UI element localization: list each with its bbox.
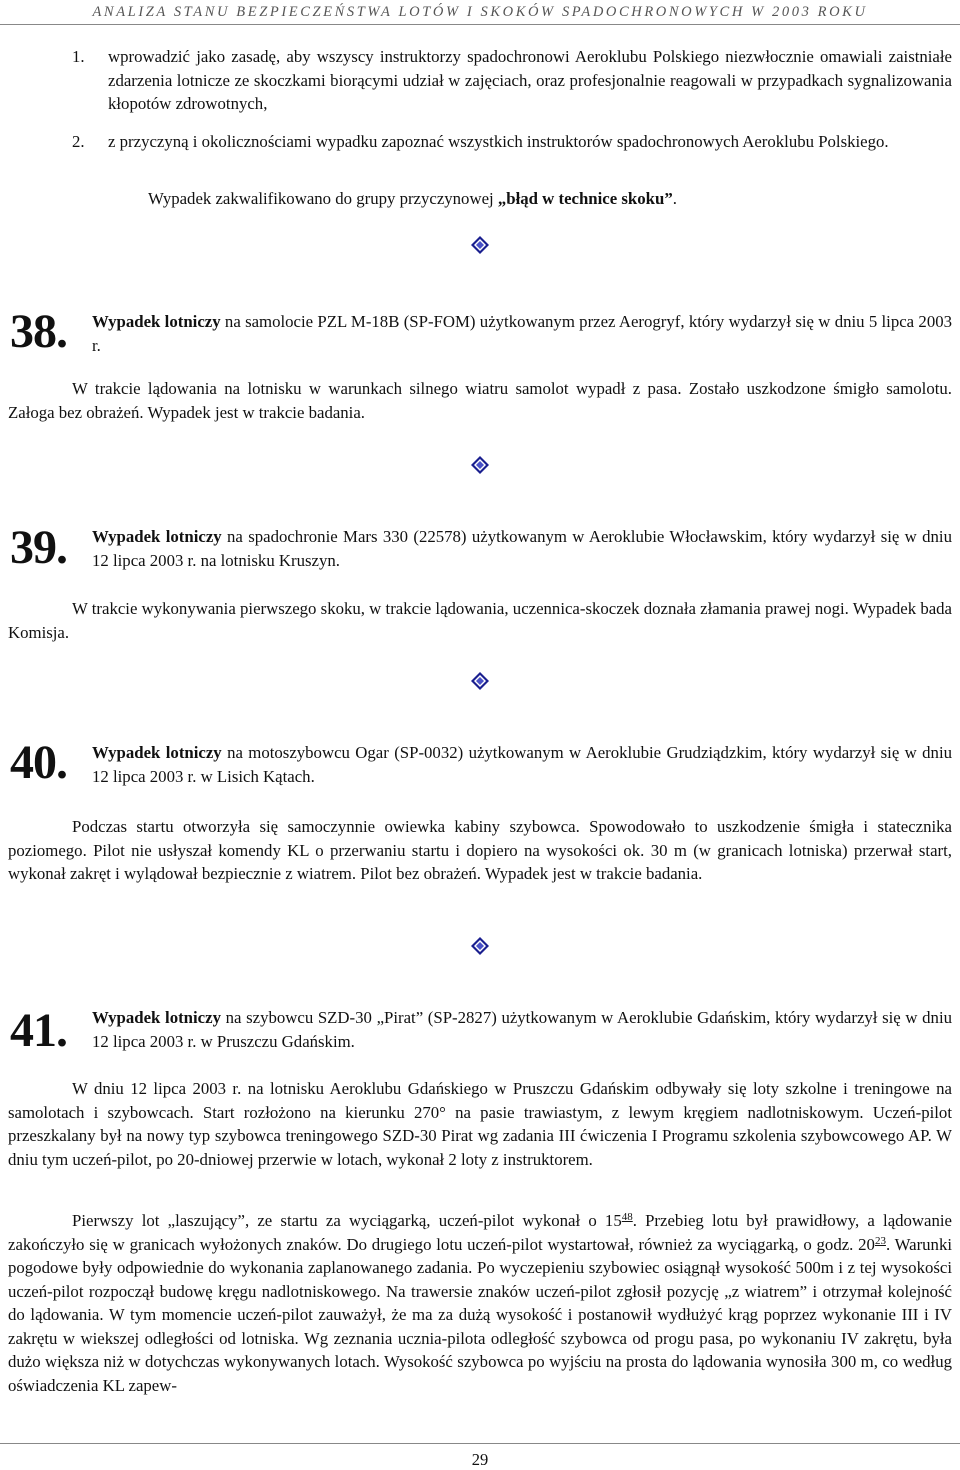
classification-group: „błąd w technice skoku” bbox=[497, 189, 673, 208]
case-lead-bold: Wypadek lotniczy bbox=[92, 1008, 221, 1027]
case-lead-bold: Wypadek lotniczy bbox=[92, 743, 222, 762]
diamond-ornament-icon bbox=[471, 236, 489, 254]
case-body2-b: . Przebieg lotu był prawidłowy, a lądowanie zakończyło się w granicach wyłożonych znaków. Do drugiego lotu uczeń-pilot wystartował, również za wyciągarką, o godz. 20 bbox=[8, 1211, 952, 1254]
time-superscript: 23 bbox=[874, 1234, 886, 1247]
case-lead-rest: na szybowcu SZD-30 „Pirat” (SP-2827) użytkowanym w Aeroklubie Gdańskim, który wydarzył się w dniu 12 lipca 2003 r. w Pruszczu Gdańskim. bbox=[92, 1008, 953, 1051]
diamond-ornament-icon bbox=[471, 456, 489, 474]
case-body2-a: Pierwszy lot „laszujący”, ze startu za wyciągarką, uczeń-pilot wykonał o 15 bbox=[72, 1211, 622, 1230]
case-body: W dniu 12 lipca 2003 r. na lotnisku Aeroklubu Gdańskiego w Pruszczu Gdańskim odbywały się loty szkolne i treningowe na samolotach i szybowcach. Start rozłożono na kierunku 270° na pasie trawiastym, z lewym kręgiem nadlotniskowym. Uczeń-pilot przeszkalany był na nowy typ szybowca treningowego SZD-30 Pirat wg zadania III ćwiczenia I Programu szkolenia szybowcowego AP. W dniu tym uczeń-pilot, po 20-dniowej przerwie w lotach, wykonał 2 loty z instruktorem. bbox=[8, 1079, 952, 1169]
list-item-text: z przyczyną i okolicznościami wypadku zapoznać wszystkich instruktorów spadochronowych Aeroklubu Polskiego. bbox=[108, 132, 889, 151]
classification-prefix: Wypadek zakwalifikowano do grupy przyczynowej bbox=[148, 189, 498, 208]
running-header: ANALIZA STANU BEZPIECZEŃSTWA LOTÓW I SKOKÓW SPADOCHRONOWYCH W 2003 ROKU bbox=[92, 4, 868, 20]
case-body2-c: . Warunki pogodowe były odpowiednie do wykonania zaplanowanego zadania. Po wyczepieniu szybowiec osiągnął wysokość 500m i z tej wysokości uczeń-pilot rozpoczął budowę kręgu nadlotniskowego. Na trawersie znaków uczeń-pilot zgłosił pozycję „z wiatrem” i otrzymał kolejność do lądowania. W tym momencie uczeń-pilot zauważył, że ma za dużą wysokość i postanowił wydłużyć krąg poprzez wykonanie III i IV zakrętu w wiekszej odległości od lotniska. Wg zeznania ucznia-pilota odległość szybowca od progu pasa, po wykonaniu IV zakrętu, była dużo większa niż w dotychczas wykonywanych lotach. Wysokość szybowca po wyjściu na prosta do lądowania wynosiła 300 m, co według oświadczenia KL zapew- bbox=[8, 1234, 952, 1395]
case-lead-rest: na samolocie PZL M-18B (SP-FOM) użytkowanym przez Aerogryf, który wydarzył się w dniu 5 lipca 2003 r. bbox=[92, 312, 952, 355]
page-number: 29 bbox=[471, 1450, 489, 1469]
classification-line bbox=[148, 187, 868, 211]
classification-suffix: . bbox=[672, 189, 677, 208]
list-number: 2. bbox=[72, 132, 85, 151]
case-lead bbox=[92, 310, 952, 357]
case-lead bbox=[92, 741, 952, 788]
case-lead bbox=[92, 1006, 952, 1053]
footer-rule bbox=[0, 1443, 960, 1444]
list-number: 1. bbox=[72, 47, 85, 66]
case-number: 39. bbox=[10, 521, 67, 574]
case-body: W trakcie wykonywania pierwszego skoku, w trakcie lądowania, uczennica-skoczek doznała złamania prawej nogi. Wypadek bada Komisja. bbox=[8, 599, 952, 642]
diamond-ornament-icon bbox=[471, 937, 489, 955]
case-lead-rest: na motoszybowcu Ogar (SP-0032) użytkowanym w Aeroklubie Grudziądzkim, który wydarzył się w dniu 12 lipca 2003 r. w Lisich Kątach. bbox=[92, 743, 952, 786]
case-lead-bold: Wypadek lotniczy bbox=[92, 312, 221, 331]
case-lead-bold: Wypadek lotniczy bbox=[92, 527, 222, 546]
case-number: 38. bbox=[10, 305, 67, 358]
time-superscript: 48 bbox=[621, 1211, 633, 1223]
case-body-continued bbox=[8, 1209, 952, 1397]
case-number: 41. bbox=[10, 1004, 67, 1057]
case-body: Podczas startu otworzyła się samoczynnie owiewka kabiny szybowca. Spowodowało to uszkodzenie śmigła i statecznika poziomego. Pilot nie usłyszał komendy KL o przerwaniu startu i dopiero na wysokości ok. 30 m (w granicach lotniska) przerwał start, wykonał zakręt i wylądował bezpiecznie z wiatrem. Pilot bez obrażeń. Wypadek jest w trakcie badania. bbox=[8, 817, 952, 883]
header-rule bbox=[0, 24, 960, 25]
case-body: W trakcie lądowania na lotnisku w warunkach silnego wiatru samolot wypadł z pasa. Zostało uszkodzone śmigło samolotu. Załoga bez obrażeń. Wypadek jest w trakcie badania. bbox=[8, 379, 952, 422]
list-item-text: wprowadzić jako zasadę, aby wszyscy instruktorzy spadochronowi Aeroklubu Polskiego niezwłocznie omawiali zaistniałe zdarzenia lotnicze ze skoczkami biorącymi udział w zajęciach, oraz profesjonalnie reagowali w przypadkach sygnalizowania kłopotów zdrowotnych, bbox=[108, 47, 952, 113]
diamond-ornament-icon bbox=[471, 672, 489, 690]
case-number: 40. bbox=[10, 736, 67, 789]
case-lead bbox=[92, 525, 952, 572]
case-lead-rest: na spadochronie Mars 330 (22578) użytkowanym w Aeroklubie Włocławskim, który wydarzył się w dniu 12 lipca 2003 r. na lotnisku Kruszyn. bbox=[92, 527, 952, 570]
